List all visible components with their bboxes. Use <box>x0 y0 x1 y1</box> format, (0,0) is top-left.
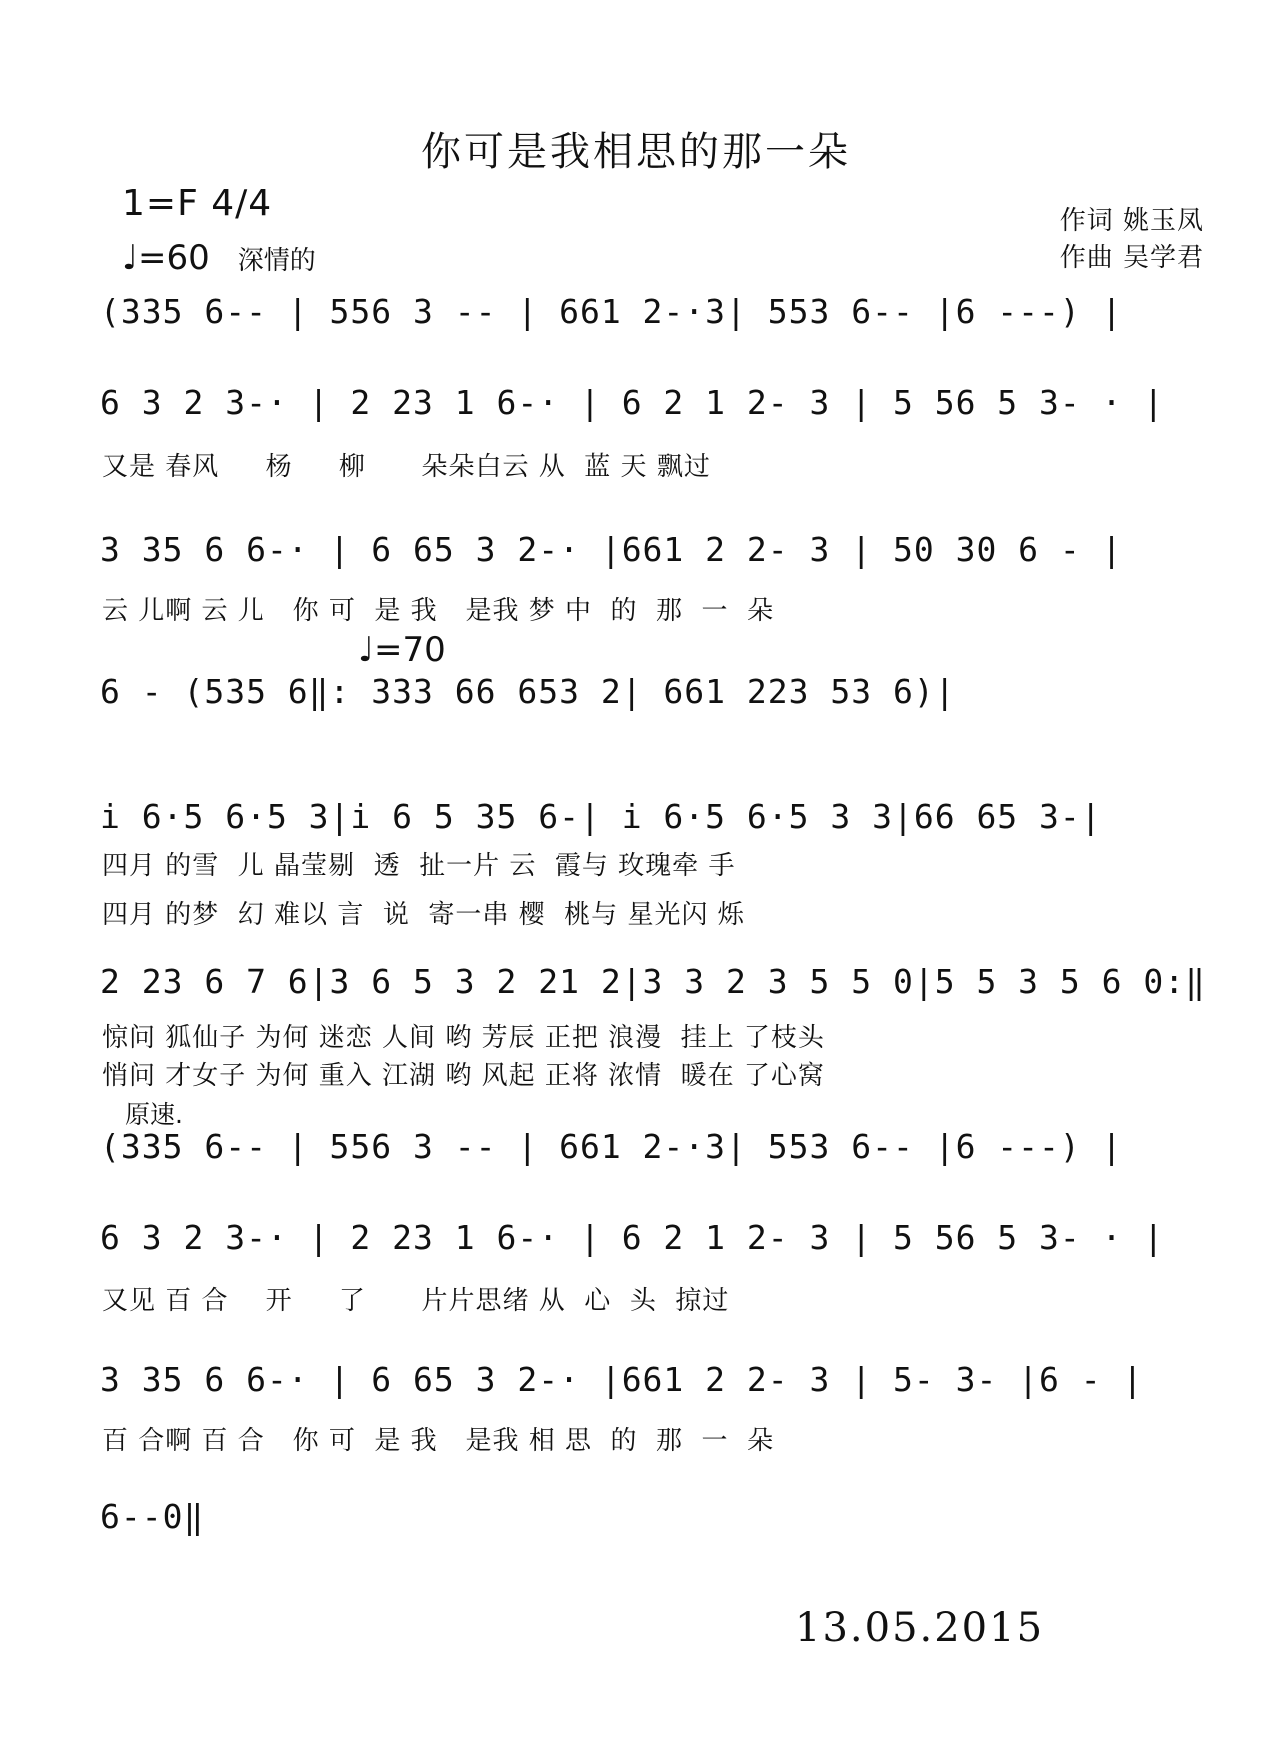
notation-line-3: 3 35 6 6-· | 6 65 3 2-· |661 2 2- 3 | 50 30 6 - | <box>100 530 1123 569</box>
notation-line-1: (335 6-- | 556 3 -- | 661 2-·3| 553 6-- |6 ---) | <box>100 292 1123 331</box>
tempo-return-marking: 原速. <box>125 1100 183 1129</box>
lyric-line-3: 四月 的雪 儿 晶莹剔 透 扯一片 云 霞与 玫瑰牵 手 <box>102 851 736 881</box>
notation-line-6: 2 23 6 7 6|3 6 5 3 2 21 2|3 3 2 3 5 5 0|5 5 3 5 6 0:‖ <box>100 962 1206 1001</box>
notation-line-5: i 6·5 6·5 3|i 6 5 35 6-| i 6·5 6·5 3 3|66 65 3-| <box>100 797 1102 836</box>
tempo-change-marking: ♩=70 <box>358 630 446 670</box>
tempo-marking <box>122 238 316 278</box>
date: 13.05.2015 <box>795 1605 1045 1651</box>
expression-marking: 深情的 <box>237 246 316 276</box>
notation-line-2: 6 3 2 3-· | 2 23 1 6-· | 6 2 1 2- 3 | 5 56 5 3- · | <box>100 383 1165 422</box>
notation-line-7: (335 6-- | 556 3 -- | 661 2-·3| 553 6-- |6 ---) | <box>100 1127 1123 1166</box>
lyric-line-7: 又见 百 合 开 了 片片思绪 从 心 头 掠过 <box>102 1286 730 1316</box>
notation-line-8: 6 3 2 3-· | 2 23 1 6-· | 6 2 1 2- 3 | 5 56 5 3- · | <box>100 1218 1165 1257</box>
tempo-value: ♩=60 <box>122 238 210 278</box>
lyric-line-4: 四月 的梦 幻 难以 言 说 寄一串 樱 桃与 星光闪 烁 <box>102 900 745 930</box>
notation-line-4: 6 - (535 6‖: 333 66 653 2| 661 223 53 6)| <box>100 672 956 711</box>
notation-line-9: 3 35 6 6-· | 6 65 3 2-· |661 2 2- 3 | 5- 3- |6 - | <box>100 1360 1144 1399</box>
lyric-line-1: 又是 春风 杨 柳 朵朵白云 从 蓝 天 飘过 <box>102 452 711 482</box>
lyric-line-2: 云 儿啊 云 儿 你 可 是 我 是我 梦 中 的 那 一 朵 <box>102 596 775 626</box>
key-signature: 1=F 4/4 <box>122 183 273 224</box>
lyric-line-5: 惊问 狐仙子 为何 迷恋 人间 哟 芳辰 正把 浪漫 挂上 了枝头 <box>102 1023 825 1053</box>
song-title: 你可是我相思的那一朵 <box>421 129 851 175</box>
lyric-line-8: 百 合啊 百 合 你 可 是 我 是我 相 思 的 那 一 朵 <box>102 1426 775 1456</box>
composer-credit: 作曲 吴学君 <box>1059 243 1204 273</box>
notation-line-10: 6--0‖ <box>100 1497 205 1536</box>
lyric-line-6: 悄问 才女子 为何 重入 江湖 哟 风起 正将 浓情 暖在 了心窝 <box>102 1061 825 1091</box>
lyricist-credit: 作词 姚玉凤 <box>1059 206 1204 236</box>
